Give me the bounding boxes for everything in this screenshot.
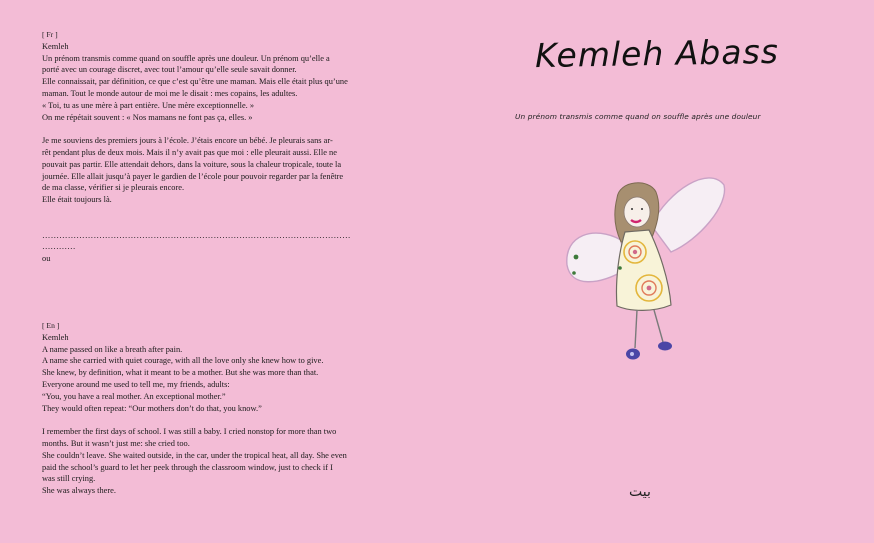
french-text-block [42, 29, 408, 265]
book-subtitle: Un prénom transmis comme quand on souffle après une douleur [515, 112, 761, 121]
en-text-line: Everyone around me used to tell me, my friends, adults: [42, 379, 230, 389]
en-text-line: months. But it wasn’t just me: she cried too. [42, 438, 190, 448]
en-text-line: I remember the first days of school. I was still a baby. I cried nonstop for more than two [42, 427, 337, 437]
fr-text-line: Un prénom transmis comme quand on souffle après une douleur. Un prénom qu’elle a [42, 53, 330, 63]
fr-text-line: rêt pendant plus de deux mois. Mais il n’y avait pas que moi : elle pleurait aussi. Elle ne [42, 147, 337, 157]
en-text-line: A name passed on like a breath after pain. [42, 344, 183, 354]
en-text-line: She couldn’t leave. She waited outside, in the car, under the tropical heat, all day. She even [42, 450, 347, 460]
fr-text-line: maman. Tout le monde autour de moi me le disait : mes copains, les adultes. [42, 88, 298, 98]
fr-text-line: pouvait pas partir. Elle attendait dehors, dans la voiture, sous la chaleur tropicale, toute la [42, 159, 342, 169]
en-text-line: “You, you have a real mother. An exceptional mother.” [42, 391, 226, 401]
arabic-word: بيت [629, 484, 651, 500]
ou-label: ou [42, 254, 51, 264]
fr-text-line: de ma classe, vérifier si je pleurais encore. [42, 183, 185, 193]
en-text-line: She knew, by definition, what it meant to be a mother. But she was more than that. [42, 368, 319, 378]
fr-text-line: On me répétait souvent : « Nos mamans ne font pas ça, elles. » [42, 112, 253, 122]
fr-text-line: Kemleh [42, 41, 69, 51]
en-text-line: Kemleh [42, 332, 69, 342]
fr-lines [42, 41, 408, 206]
en-lines [42, 332, 408, 497]
book-title: Kemleh Abass [534, 31, 780, 76]
en-language-tag: [ En ] [42, 321, 60, 330]
fr-text-line: Elle connaissait, par définition, ce que c’est qu’être une maman. Mais elle était plus qu’une [42, 77, 348, 87]
fr-text-line: Je me souviens des premiers jours à l’école. J’étais encore un bébé. Je pleurais sans ar- [42, 136, 333, 146]
fr-text-line [42, 123, 408, 135]
fr-text-line: journée. Elle allait jusqu’à payer le gardien de l’école pour pouvoir regarder par la fenêtre [42, 171, 344, 181]
en-text-line: They would often repeat: “Our mothers don’t do that, you know.” [42, 403, 262, 413]
english-text-block [42, 320, 408, 497]
angel-drawing-icon [559, 170, 734, 370]
en-text-line [42, 414, 408, 426]
en-text-line: was still crying. [42, 474, 96, 484]
fr-text-line: Elle était toujours là. [42, 195, 112, 205]
fill-in-dots-short: ………… [42, 242, 76, 252]
en-text-line: A name she carried with quiet courage, with all the love only she knew how to give. [42, 356, 324, 366]
fr-language-tag: [ Fr ] [42, 30, 58, 39]
en-text-line: paid the school’s guard to let her peek through the classroom window, just to check if I [42, 462, 333, 472]
fr-text-line: « Toi, tu as une mère à part entière. Une mère exceptionnelle. » [42, 100, 255, 110]
en-text-line: She was always there. [42, 486, 116, 496]
right-page [437, 0, 874, 543]
fr-text-line: porté avec un courage discret, avec tout l’amour qu’elle seule savait donner. [42, 65, 297, 75]
fill-in-dots-line: ……………………………………………………………………………………………… [42, 230, 351, 240]
